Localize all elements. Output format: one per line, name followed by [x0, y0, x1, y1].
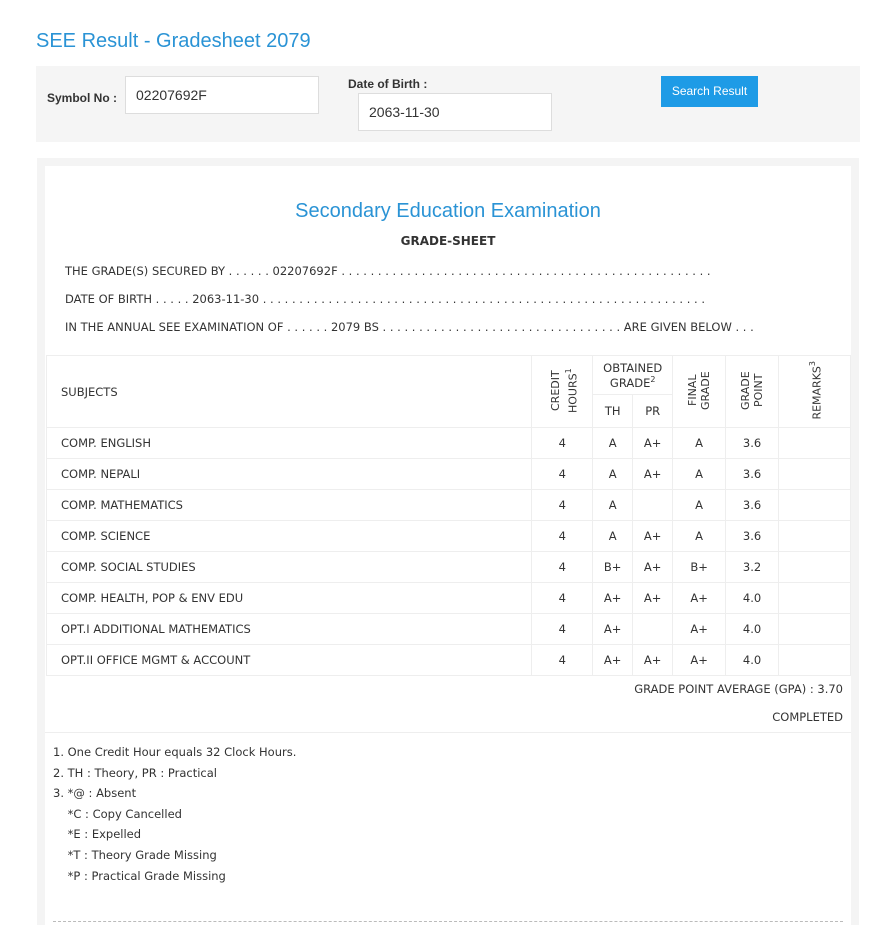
grade-point-cell: 3.6: [726, 428, 779, 459]
pr-grade-cell: A+: [633, 459, 673, 490]
final-grade-cell: A: [673, 521, 726, 552]
final-grade-cell: A+: [673, 645, 726, 676]
final-grade-header: FINAL GRADE: [673, 356, 726, 428]
dob-line: DATE OF BIRTH . . . . . 2063-11-30 . . . . . . . . . . . . . . . . . . . . . . . . . . . . . . . . . . . . . . . . . . . . . . . . . . . . . . . . . . . . .: [65, 292, 706, 306]
dashed-separator: [53, 921, 843, 922]
note-item: 3. *@ : Absent: [53, 786, 137, 801]
remarks-header: REMARKS$^3$: [779, 356, 851, 428]
remarks-cell: [779, 490, 851, 521]
th-grade-cell: A: [593, 459, 633, 490]
pr-grade-cell: [633, 490, 673, 521]
final-grade-cell: A: [673, 490, 726, 521]
subject-cell: COMP. NEPALI: [47, 459, 532, 490]
table-row: [47, 521, 851, 552]
subject-cell: COMP. SOCIAL STUDIES: [47, 552, 532, 583]
subject-cell: COMP. SCIENCE: [47, 521, 532, 552]
th-grade-cell: A+: [593, 614, 633, 645]
remarks-cell: [779, 614, 851, 645]
table-row: [47, 428, 851, 459]
subject-cell: OPT.I ADDITIONAL MATHEMATICS: [47, 614, 532, 645]
symbol-input[interactable]: 02207692F: [125, 76, 319, 114]
credit-hours-header: CREDIT HOURS$^1$: [532, 356, 593, 428]
grade-point-cell: 3.6: [726, 521, 779, 552]
final-grade-cell: A+: [673, 583, 726, 614]
pr-grade-cell: [633, 614, 673, 645]
subjects-header: SUBJECTS: [47, 356, 532, 428]
credit-cell: 4: [532, 614, 593, 645]
note-item: *P : Practical Grade Missing: [53, 868, 226, 883]
subject-cell: COMP. ENGLISH: [47, 428, 532, 459]
pr-grade-cell: A+: [633, 552, 673, 583]
pr-grade-cell: A+: [633, 428, 673, 459]
th-grade-cell: A: [593, 521, 633, 552]
grade-sheet-title: GRADE-SHEET: [400, 234, 496, 248]
pr-grade-cell: A+: [633, 521, 673, 552]
result-status: COMPLETED: [772, 710, 843, 724]
pr-header: PR: [633, 395, 673, 428]
notes-list: [53, 742, 296, 886]
note-item: 1. One Credit Hour equals 32 Clock Hours.: [53, 745, 297, 759]
credit-cell: 4: [532, 552, 593, 583]
th-grade-cell: A: [593, 428, 633, 459]
th-header: TH: [593, 395, 633, 428]
subject-cell: COMP. HEALTH, POP & ENV EDU: [47, 583, 532, 614]
remarks-cell: [779, 645, 851, 676]
grade-point-cell: 4.0: [726, 614, 779, 645]
table-row: [47, 552, 851, 583]
exam-title: Secondary Education Examination: [295, 200, 601, 222]
remarks-cell: [779, 583, 851, 614]
pr-grade-cell: A+: [633, 583, 673, 614]
symbol-label: Symbol No :: [47, 91, 118, 105]
grade-point-cell: 3.6: [726, 490, 779, 521]
credit-cell: 4: [532, 490, 593, 521]
credit-cell: 4: [532, 521, 593, 552]
credit-cell: 4: [532, 583, 593, 614]
note-item: 2. TH : Theory, PR : Practical: [53, 765, 217, 780]
page-title: SEE Result - Gradesheet 2079: [36, 30, 311, 52]
subject-cell: OPT.II OFFICE MGMT & ACCOUNT: [47, 645, 532, 676]
table-row: [47, 459, 851, 490]
final-grade-cell: B+: [673, 552, 726, 583]
grade-point-cell: 3.2: [726, 552, 779, 583]
final-grade-cell: A+: [673, 614, 726, 645]
subject-cell: COMP. MATHEMATICS: [47, 490, 532, 521]
remarks-cell: [779, 521, 851, 552]
remarks-cell: [779, 459, 851, 490]
dob-label: Date of Birth :: [348, 77, 428, 91]
obtained-grade-header: OBTAINED GRADE$^2$: [593, 356, 673, 395]
credit-cell: 4: [532, 459, 593, 490]
gradesheet: [45, 166, 851, 925]
th-grade-cell: A: [593, 490, 633, 521]
note-item: *C : Copy Cancelled: [53, 806, 182, 821]
remarks-cell: [779, 552, 851, 583]
grades-table: [46, 355, 851, 676]
search-result-button[interactable]: Search Result: [661, 76, 758, 107]
pr-grade-cell: A+: [633, 645, 673, 676]
exam-line: IN THE ANNUAL SEE EXAMINATION OF . . . . . . 2079 BS . . . . . . . . . . . . . . . . . . . . . . . . . . . . . . . . . ARE GIVEN BELOW . . .: [65, 320, 754, 334]
dob-input[interactable]: 2063-11-30: [358, 93, 552, 131]
gpa-text: GRADE POINT AVERAGE (GPA) : 3.70: [634, 682, 843, 696]
th-grade-cell: A+: [593, 583, 633, 614]
final-grade-cell: A: [673, 428, 726, 459]
th-grade-cell: B+: [593, 552, 633, 583]
grade-point-cell: 3.6: [726, 459, 779, 490]
secured-by-line: THE GRADE(S) SECURED BY . . . . . . 02207692F . . . . . . . . . . . . . . . . . . . . . . . . . . . . . . . . . . . . . . . . . . . . . . . . . . .: [65, 264, 711, 278]
table-row: [47, 614, 851, 645]
final-grade-cell: A: [673, 459, 726, 490]
grade-point-header: GRADE POINT: [726, 356, 779, 428]
note-item: *E : Expelled: [53, 827, 142, 842]
credit-cell: 4: [532, 428, 593, 459]
divider: [45, 732, 851, 733]
note-item: *T : Theory Grade Missing: [53, 847, 217, 862]
table-row: [47, 645, 851, 676]
credit-cell: 4: [532, 645, 593, 676]
grade-point-cell: 4.0: [726, 645, 779, 676]
remarks-cell: [779, 428, 851, 459]
grade-point-cell: 4.0: [726, 583, 779, 614]
table-row: [47, 583, 851, 614]
table-row: [47, 490, 851, 521]
th-grade-cell: A+: [593, 645, 633, 676]
